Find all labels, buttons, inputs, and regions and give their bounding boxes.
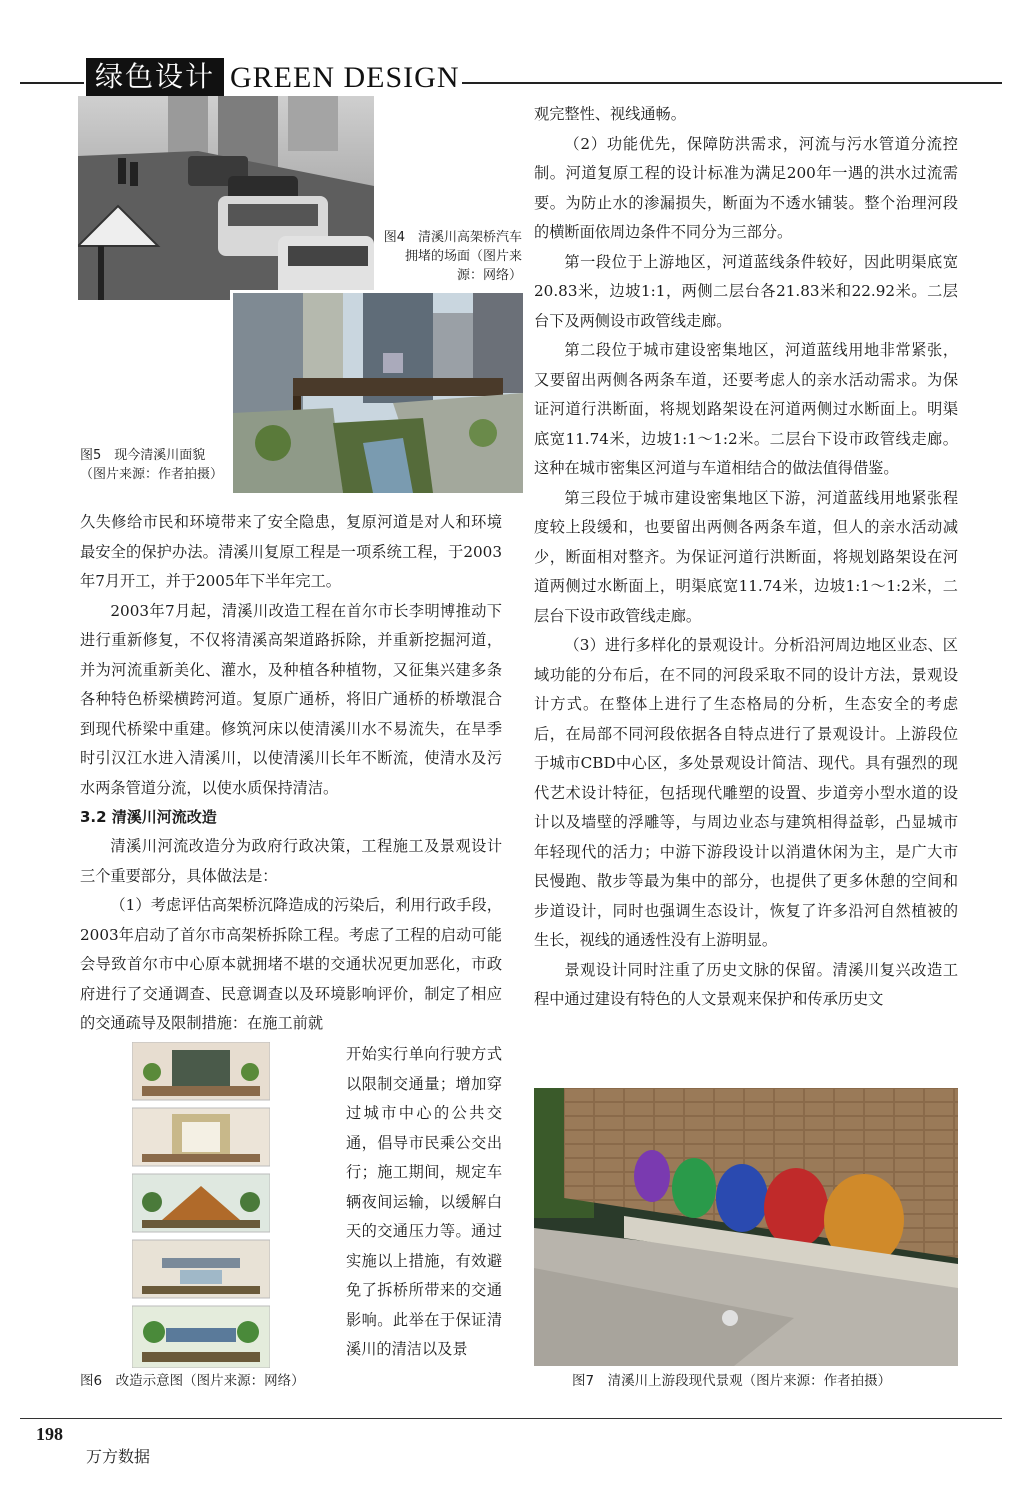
- footer-source: 万方数据: [86, 1447, 151, 1466]
- figure-6-diagram: [132, 1042, 270, 1368]
- right-paragraph-6: （3）进行多样化的景观设计。分析沿河周边地区业态、区域功能的分布后，在不同的河段采取不同的设计方法，景观设计方式。在整体上进行了生态格局的分析，生态安全的考虑后，在局部不同河段依据各自特点进行了景观设计。上游段位于城市CBD中心区，多处景观设计简洁、现代。具有强烈的现代艺术设计特征，包括现代雕塑的设置、步道旁小型水道的设计以及墙壁的浮雕等，与周边业态与建筑相得益彰，凸显城市年轻现代的活力；中游下游段设计以消遣休闲为主，是广大市民慢跑、散步等最为集中的部分，也提供了更多休憩的空间和步道设计，同时也强调生态设计，恢复了许多沿河自然植被的生长，视线的通透性没有上游明显。: [534, 636, 958, 949]
- left-paragraph-2: 2003年7月起，清溪川改造工程在首尔市长李明博推动下进行重新修复，不仅将清溪高架道路拆除，并重新挖掘河道，并为河流重新美化、灌水，及种植各种植物，又征集兴建多条各种特色桥梁横跨河道。复原广通桥，将旧广通桥的桥墩混合到现代桥梁中重建。修筑河床以使清溪川水不易流失，在旱季时引汉江水进入清溪川，以使清溪川长年不断流，使清水及污水两条管道分流，以使水质保持清洁。: [80, 601, 502, 797]
- left-paragraph-3: 清溪川河流改造分为政府行政决策，工程施工及景观设计三个重要部分，具体做法是：: [80, 837, 502, 885]
- figure-6-caption: [80, 1372, 340, 1391]
- left-paragraph-4: （1）考虑评估高架桥沉降造成的污染后，利用行政手段，2003年启动了首尔市高架桥拆除工程。考虑了工程的启动可能会导致首尔市中心原本就拥堵不堪的交通状况更加恶化，市政府进行了交通调查、民意调查以及环境影响评价，制定了相应的交通疏导及限制措施：在施工前就: [80, 896, 502, 1032]
- right-paragraph-1: 观完整性、视线通畅。: [534, 105, 686, 123]
- right-paragraph-4: 第二段位于城市建设密集地区，河道蓝线用地非常紧张，又要留出两侧各两条车道，还要考虑人的亲水活动需求。为保证河道行洪断面，将规划路架设在河道两侧过水断面上。明渠底宽11.74米，边坡1:1～1:2米。二层台下设市政管线走廊。这种在城市密集区河道与车道相结合的做法值得借鉴。: [534, 341, 958, 477]
- section-heading: 3.2 清溪川河流改造: [80, 808, 217, 826]
- figure-5-photo: [230, 290, 523, 493]
- left-column: [80, 508, 502, 1039]
- right-paragraph-3: 第一段位于上游地区，河道蓝线条件较好，因此明渠底宽20.83米，边坡1:1，两侧二层台各21.83米和22.92米。二层台下及两侧设市政管线走廊。: [534, 252, 958, 330]
- left-column-wrap: [346, 1040, 502, 1365]
- right-paragraph-2: （2）功能优先，保障防洪需求，河流与污水管道分流控制。河道复原工程的设计标准为满足200年一遇的洪水过流需要。为防止水的渗漏损失，断面为不透水铺装。整个治理河段的横断面依周边条件不同分为三部分。: [534, 134, 958, 241]
- figure-7-caption: [572, 1372, 972, 1391]
- figure-7-caption-text: 图7 清溪川上游段现代景观（图片来源：作者拍摄）: [572, 1373, 892, 1389]
- figure-4-caption-text: 图4 清溪川高架桥汽车拥堵的场面（图片来源：网络）: [383, 230, 522, 283]
- header-rule: [462, 82, 1002, 84]
- right-paragraph-7: 景观设计同时注重了历史文脉的保留。清溪川复兴改造工程中通过建设有特色的人文景观来保护和传承历史文: [534, 960, 958, 1008]
- header-rule-left: [20, 82, 84, 84]
- figure-4-photo: [78, 96, 374, 300]
- right-column: [534, 100, 958, 1015]
- column-label-cn: 绿色设计: [86, 58, 224, 96]
- figure-4-caption: [380, 228, 522, 285]
- figure-5-caption-text: 图5 现今清溪川面貌（图片来源：作者拍摄）: [80, 448, 224, 482]
- page-number: 198: [36, 1424, 63, 1444]
- footer-rule: [20, 1418, 1002, 1419]
- figure-5-caption: [80, 446, 225, 484]
- figure-6-caption-text: 图6 改造示意图（图片来源：网络）: [80, 1373, 305, 1389]
- left-paragraph-5: 开始实行单向行驶方式以限制交通量；增加穿过城市中心的公共交通，倡导市民乘公交出行；施工期间，规定车辆夜间运输，以缓解白天的交通压力等。通过实施以上措施，有效避免了拆桥所带来的交通影响。此举在于保证清溪川的清洁以及景: [346, 1045, 502, 1358]
- figure-7-photo: [534, 1088, 958, 1366]
- right-paragraph-5: 第三段位于城市建设密集地区下游，河道蓝线用地紧张程度较上段缓和，也要留出两侧各两条车道，但人的亲水活动减少，断面相对整齐。为保证河道行洪断面，将规划路架设在河道两侧过水断面上，明渠底宽11.74米，边坡1:1～1:2米，二层台下设市政管线走廊。: [534, 488, 958, 625]
- column-label-en: GREEN DESIGN: [230, 61, 460, 94]
- left-paragraph-1: 久失修给市民和环境带来了安全隐患，复原河道是对人和环境最安全的保护办法。清溪川复原工程是一项系统工程，于2003年7月开工，并于2005年下半年完工。: [80, 513, 502, 590]
